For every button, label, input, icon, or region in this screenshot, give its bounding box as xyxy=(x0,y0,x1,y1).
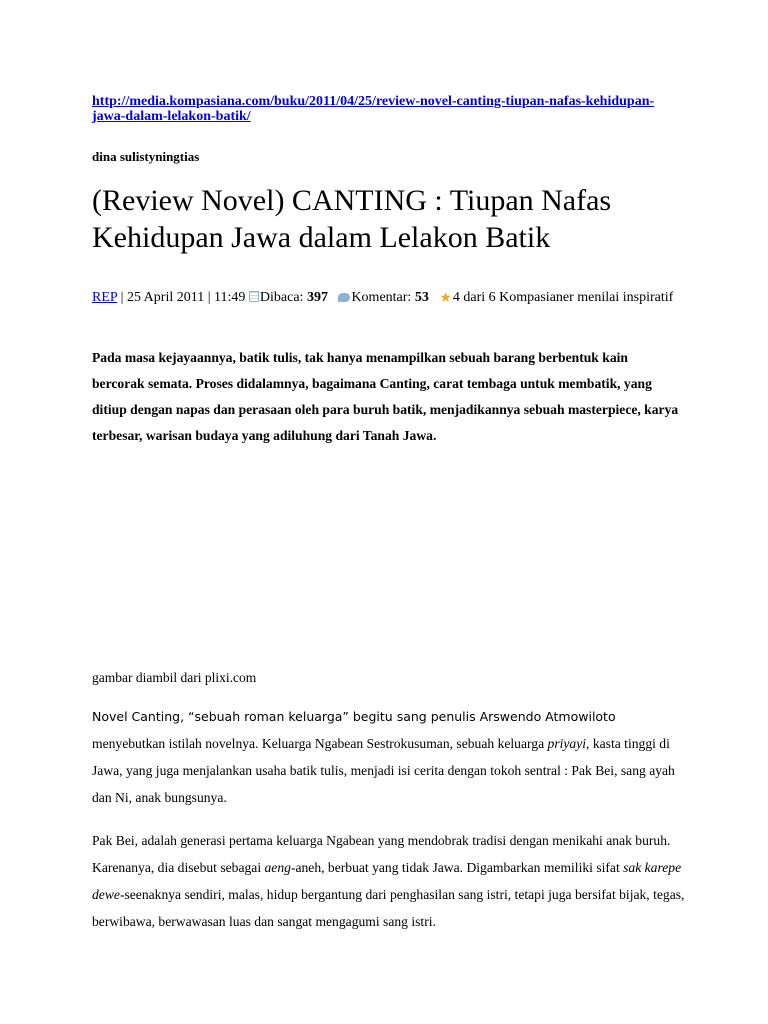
italic-term: priyayi xyxy=(547,736,587,751)
paragraph-text: -seenaknya sendiri, malas, hidup bergantung dari penghasilan sang istri, tetapi juga bersifat bijak, tegas, berwibawa, berwawasan luas dan sangat mengagumi sang istri. xyxy=(92,887,685,929)
views-count: 397 xyxy=(306,290,328,305)
comment-icon xyxy=(338,293,350,302)
comments-count[interactable]: 53 xyxy=(414,290,429,305)
body-paragraph-1 xyxy=(92,703,692,811)
article-title: (Review Novel) CANTING : Tiupan Nafas Kehidupan Jawa dalam Lelakon Batik xyxy=(92,184,612,254)
paragraph-text: Pak Bei, adalah generasi pertama keluarga Ngabean yang mendobrak tradisi dengan menikahi anak buruh. Karenanya, dia disebut sebagai xyxy=(92,833,671,875)
source-url-link[interactable]: http://media.kompasiana.com/buku/2011/04/25/review-novel-canting-tiupan-nafas-kehidupan-jawa-dalam-lelakon-batik/ xyxy=(92,94,655,124)
comments-label[interactable]: Komentar: xyxy=(351,290,412,305)
publish-date: | 25 April 2011 | 11:49 xyxy=(120,290,246,305)
author-name: dina sulistyningtias xyxy=(92,149,200,164)
star-icon: ★ xyxy=(439,291,452,306)
paragraph-text: menyebutkan istilah novelnya. Keluarga Ngabean Sestrokusuman, sebuah keluarga xyxy=(92,736,548,751)
article-meta xyxy=(92,289,682,308)
views-label: Dibaca: xyxy=(259,290,304,305)
italic-term: aeng xyxy=(264,860,291,875)
lead-paragraph: Pada masa kejayaannya, batik tulis, tak hanya menampilkan sebuah barang berbentuk kain bercorak semata. Proses didalamnya, bagaimana Canting, carat tembaga untuk membatik, yang ditiup dengan napas dan perasaan oleh para buruh batik, menjadikannya sebuah masterpiece, karya terbesar, warisan budaya yang adiluhung dari Tanah Jawa. xyxy=(92,350,679,443)
paragraph-text: , kasta tinggi di Jawa, yang juga menjalankan usaha batik tulis, menjadi isi cerita dengan tokoh sentral : Pak Bei, sang ayah dan Ni, anak bungsunya. xyxy=(92,736,675,805)
italic-term: sak karepe dewe xyxy=(92,860,682,902)
rating-text: 4 dari 6 Kompasianer menilai inspiratif xyxy=(452,290,674,305)
document-icon xyxy=(249,291,259,302)
body-paragraph-2 xyxy=(92,827,692,935)
image-caption: gambar diambil dari plixi.com xyxy=(92,670,257,685)
paragraph-text: Novel Canting, “sebuah roman keluarga” begitu sang penulis Arswendo Atmowiloto xyxy=(92,709,616,724)
rep-link[interactable]: REP xyxy=(92,290,118,305)
paragraph-text: -aneh, berbuat yang tidak Jawa. Digambarkan memiliki sifat xyxy=(290,860,624,875)
